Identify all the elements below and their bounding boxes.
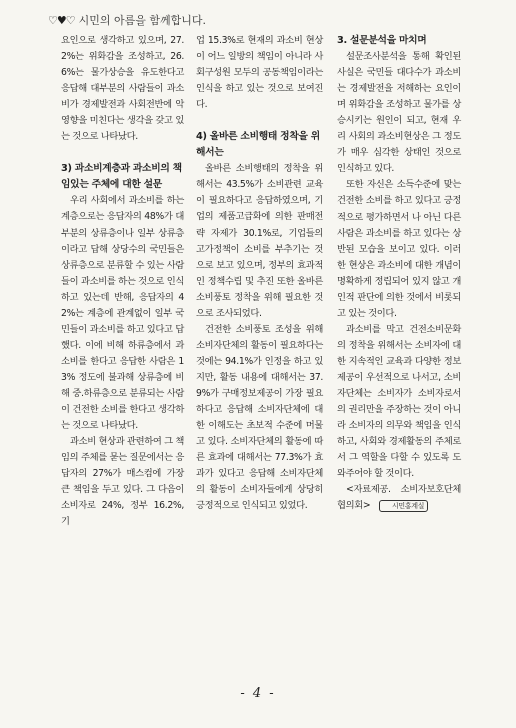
column-2 — [196, 33, 323, 514]
page-header — [48, 10, 206, 30]
col1-paragraph-2: 우리 사회에서 과소비를 하는 계층으로는 응답자의 48%가 대부분의 상류층이나 일부 상류층이라고 답해 상당수의 국민들은 상류층으로 분류할 수 있는 사람들이 과소비를 하는 것으로 인식하고 있는데 반해, 응답자의 42%는 계층에 관계없이 일부 국민들이 과소비를 하고 있다고 답했다. 이에 비해 하류층에서 과소비를 한다고 응답한 사람은 13% 정도에 불과해 상류층에 비해 중.하류층으로 분류되는 사람이 건전한 소비를 한다고 생각하는 것으로 나타났다. — [61, 195, 184, 432]
source-credit — [337, 482, 461, 514]
col2-paragraph-2: 올바른 소비행태의 정착을 위해서는 43.5%가 소비관련 교육이 필요하다고 응답하였으며, 기업의 제품고급화에 의한 판매전략 자제가 30.1%로, 기업들의 고가정책이 소비를 부추기는 것으로 보고 있으며, 정부의 효과적인 정책수립 및 추진 또한 올바른 소비풍토 정착을 위해 필요한 것으로 조사되었다. — [196, 163, 323, 319]
column-1 — [61, 33, 184, 530]
col1-paragraph-1: 요인으로 생각하고 있으며, 27.2%는 위화감을 조성하고, 26.6%는 물가상승을 유도한다고 응답해 대부분의 사람들이 과소비가 경제발전과 사회전반에 악영향을 미친다는 생각을 갖고 있는 것으로 나타났다. — [61, 35, 184, 143]
stamp-label: 시민홍계실 — [379, 500, 428, 512]
header-title: 시민의 아름을 함께합니다. — [78, 14, 206, 27]
col2-paragraph-1: 업 15.3%로 현재의 과소비 현상이 어느 일방의 책임이 아니라 사회구성원 모두의 공동책임이라는 인식을 하고 있는 것으로 보여진다. — [196, 35, 323, 111]
hearts-icon: ♡♥♡ — [48, 13, 75, 27]
col2-section-heading: 4) 올바른 소비행태 정착을 위해서는 — [196, 131, 320, 159]
page-number: - 4 - — [240, 686, 276, 701]
col1-paragraph-3: 과소비 현상과 관련하여 그 책임의 주체를 묻는 질문에서는 응답자의 27%가 매스컴에 가장 큰 책임을 두고 있다. 그 다음이 소비자로 24%, 정부 16.2%, 기 — [61, 436, 184, 528]
col3-paragraph-1: 설문조사분석을 통해 확인된 사실은 국민들 대다수가 과소비는 경제발전을 저해하는 요인이며 위화감을 조성하고 물가를 상승시키는 원인이 되고, 현재 우리 사회의 과소비현상은 그 정도가 매우 심각한 상태인 것으로 인식하고 있다. — [337, 51, 461, 175]
col3-section-heading: 3. 설문분석을 마치며 — [337, 35, 427, 46]
col3-paragraph-2: 또한 자신은 소득수준에 맞는 건전한 소비를 하고 있다고 긍정적으로 평가하면서 나 아닌 다른 사람은 과소비를 하고 있다는 상반된 모습을 보이고 있다. 이러한 현상은 과소비에 대한 개념이 명확하게 정립되어 있지 않고 개인적 판단에 의한 것에서 비롯되고 있는 것이다. — [337, 179, 461, 319]
col1-section-heading: 3) 과소비계층과 과소비의 책임있는 주체에 대한 설문 — [61, 163, 182, 191]
col2-paragraph-3: 건전한 소비풍토 조성을 위해 소비자단체의 활동이 필요하다는 것에는 94.1%가 인정을 하고 있지만, 활동 내용에 대해서는 37.9%가 구매정보제공이 가장 필요하다고 응답해 소비자단체에 대한 이해도는 초보적 수준에 머물고 있다. 소비자단체의 활동에 따른 효과에 대해서는 77.3%가 효과가 있다고 응답해 소비자단체의 활동이 소비자들에게 상당히 긍정적으로 인식되고 있었다. — [196, 323, 323, 512]
source-credit-text: <자료제공. 소비자보호단체협의회> — [337, 484, 461, 512]
column-3 — [337, 33, 461, 514]
col3-paragraph-3: 과소비를 막고 건전소비문화의 정착을 위해서는 소비자에 대한 지속적인 교육과 다양한 정보제공이 우선적으로 나서고, 소비자단체는 소비자가 소비자로서의 권리만을 주장하는 것이 아니라 소비자의 의무와 책임을 인식하고, 사회와 경제활동의 주체로서 그 역할을 다할 수 있도록 도와주어야 할 것이다. — [337, 323, 461, 480]
